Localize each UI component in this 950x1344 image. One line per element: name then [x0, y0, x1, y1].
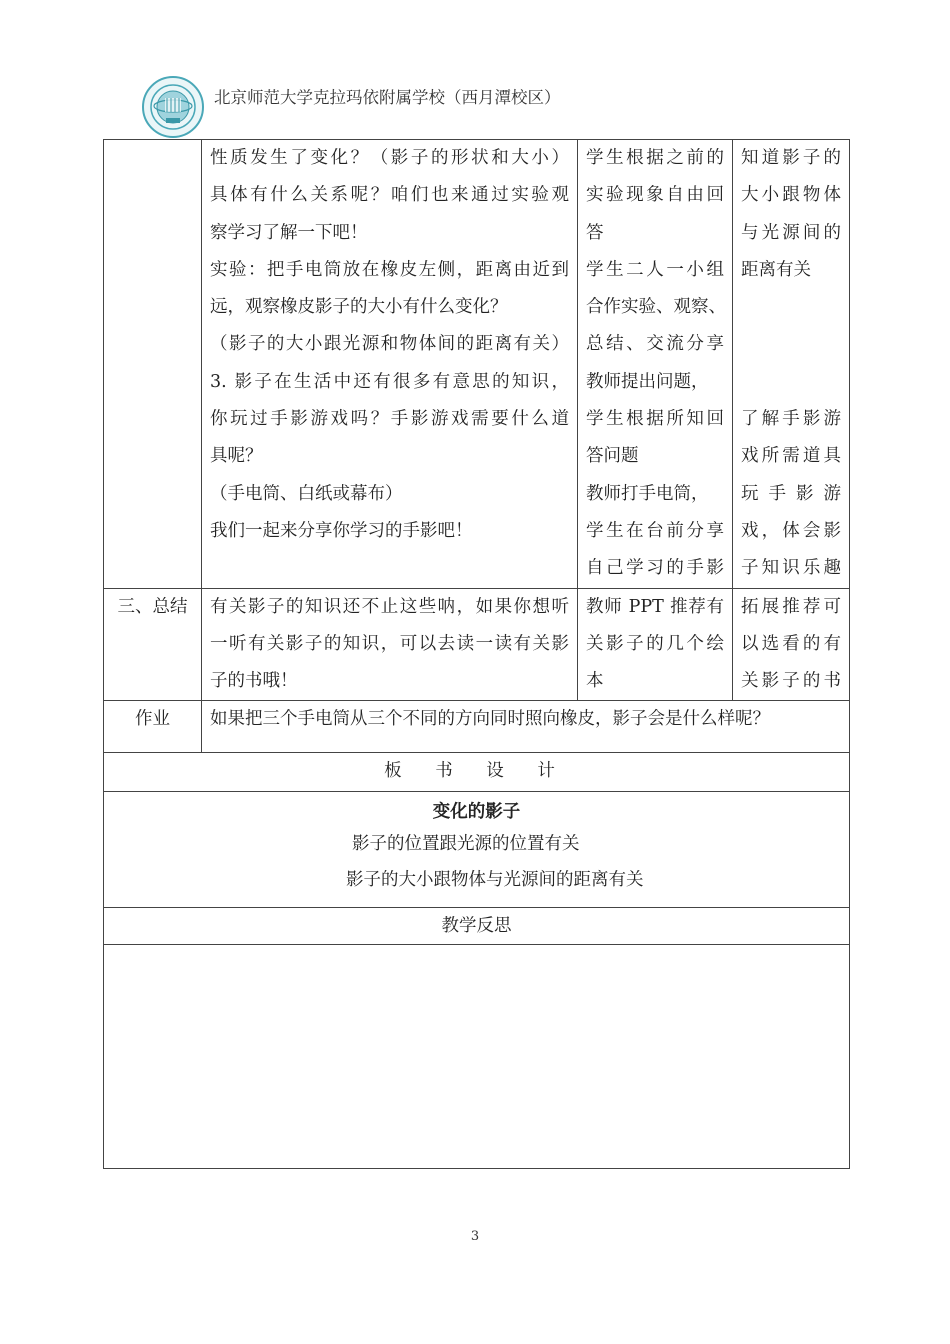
school-name: 北京师范大学克拉玛依附属学校（西月潭校区）	[214, 88, 561, 107]
text-line: 自己学习的手影	[586, 558, 724, 579]
text-line: 合作实验、观察、	[586, 297, 726, 318]
text-line: 了解手影游	[741, 409, 841, 430]
text-line: 拓展推荐可	[741, 596, 841, 617]
summary-teacher-cell	[202, 588, 578, 701]
table-row-teaching-process	[104, 140, 850, 589]
text-line: 具体有什么关系呢？咱们也来通过实验观	[210, 185, 569, 206]
reflection-cell	[104, 944, 850, 1168]
text-line: 教师打手电筒，	[586, 483, 709, 504]
table-row-summary	[104, 588, 850, 701]
table-row-reflection-content	[104, 944, 850, 1168]
text-line: 教师 PPT 推荐有	[586, 596, 724, 617]
text-line: 有关影子的知识还不止这些呐，如果你想听	[210, 596, 569, 617]
text-line: 我们一起来分享你学习的手影吧！	[210, 520, 473, 541]
text-line: （影子的大小跟光源和物体间的距离有关）	[210, 334, 569, 355]
text-line: 教师提出问题，	[586, 371, 709, 392]
table-row-board-heading	[104, 753, 850, 791]
text-line: 实验现象自由回	[586, 185, 724, 206]
design-intent-cell	[733, 140, 850, 589]
text-line: 实验：把手电筒放在橡皮左侧，距离由近到	[210, 259, 569, 280]
text-line: 远，观察橡皮影子的大小有什么变化？	[210, 297, 508, 318]
text-line: 子知识乐趣	[741, 558, 841, 579]
text-line: 学生二人一小组	[586, 259, 724, 280]
stage-label-cell	[104, 140, 202, 589]
text-line: 关影子的几个绘	[586, 633, 724, 654]
homework-label: 作业	[104, 701, 202, 753]
table-row-reflection-heading	[104, 907, 850, 944]
text-line	[741, 364, 841, 401]
text-line: 以选看的有	[741, 633, 841, 654]
text-line: 大小跟物体	[741, 185, 841, 206]
text-line: 答	[586, 222, 604, 243]
text-line: 子的书哦！	[210, 671, 298, 692]
text-line: 戏所需道具	[741, 446, 841, 467]
reflection-heading: 教学反思	[104, 907, 850, 944]
text-line: （手电筒、白纸或幕布）	[210, 483, 403, 504]
board-title: 变化的影子	[432, 801, 521, 822]
text-line: 与光源间的	[741, 222, 841, 243]
table-row-board-content	[104, 791, 850, 907]
text-line: 知道影子的	[741, 148, 841, 168]
board-line-size: 影子的大小跟物体与光源间的距离有关	[346, 869, 644, 890]
school-logo-icon	[142, 76, 204, 138]
summary-student-cell	[578, 588, 733, 701]
homework-text: 如果把三个手电筒从三个不同的方向同时照向橡皮，影子会是什么样呢？	[210, 709, 770, 730]
text-line: 玩 手 影 游	[741, 483, 841, 504]
text-line: 距离有关	[741, 259, 811, 280]
text-line	[741, 326, 841, 363]
text-line: 性质发生了变化？（影子的形状和大小）	[210, 148, 569, 168]
homework-cell	[202, 701, 850, 753]
text-line: 你玩过手影游戏吗？手影游戏需要什么道	[210, 409, 569, 430]
summary-intent-cell	[733, 588, 850, 701]
text-line: 答问题	[586, 446, 639, 467]
board-design-cell	[104, 791, 850, 907]
text-line: 具呢？	[210, 446, 263, 467]
page-number: 3	[470, 1229, 480, 1244]
text-line: 学生根据所知回	[586, 409, 724, 430]
text-line: 一听有关影子的知识，可以去读一读有关影	[210, 633, 569, 654]
text-line: 察学习了解一下吧！	[210, 222, 368, 243]
text-line: 戏，体会影	[741, 520, 841, 541]
text-line: 学生根据之前的	[586, 148, 724, 168]
text-line: 本	[586, 671, 604, 692]
text-line: 学生在台前分享	[586, 520, 724, 541]
lesson-plan-table	[103, 139, 850, 1169]
text-line: 关影子的书	[741, 671, 841, 692]
text-line: 总结、交流分享	[586, 334, 724, 355]
text-line: 3. 影子在生活中还有很多有意思的知识，	[210, 371, 569, 392]
board-line-position: 影子的位置跟光源的位置有关	[352, 833, 580, 854]
stage-label-summary: 三、总结	[104, 588, 202, 701]
board-design-heading: 板 书 设 计	[104, 753, 850, 791]
text-line	[210, 550, 569, 587]
student-activity-cell	[578, 140, 733, 589]
teacher-activity-cell	[202, 140, 578, 589]
table-row-homework	[104, 701, 850, 753]
text-line	[741, 289, 841, 326]
